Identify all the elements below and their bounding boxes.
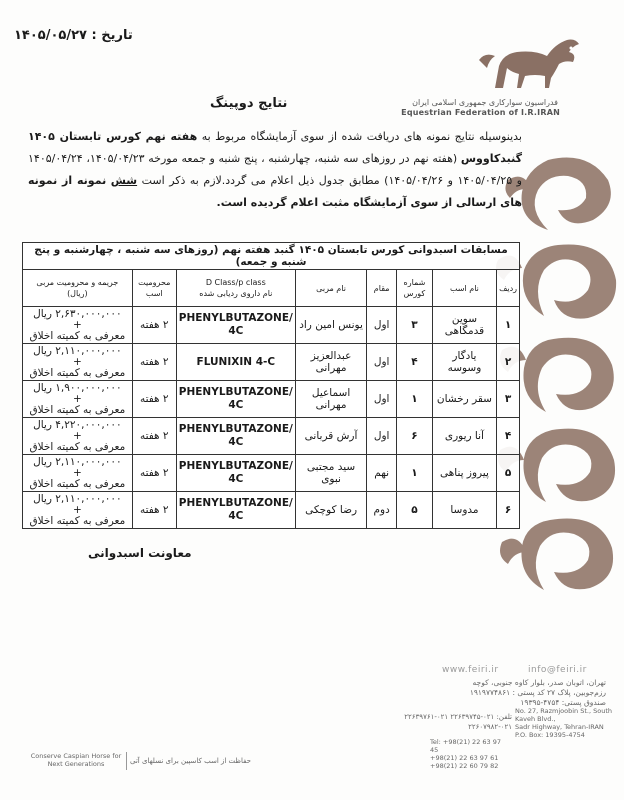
footer-address-en-line: Sadr Highway, Tehran-IRAN [515,723,604,731]
col-header-drug-name: نام داروی ردیابی شده [199,289,273,298]
table-row [23,418,520,455]
body-text-1: بدینوسیله نتایج نمونه های دریافت شده از سوی آزمایشگاه مربوط به [201,130,522,143]
footer-slogan-fa: حفاظت از اسب کاسپین برای نسلهای آتی [130,757,251,765]
footer-address-fa-line: صندوق پستی: ۴۷۵۴-۱۹۳۹۵ [520,698,606,707]
cell-trainer: یونس امین راد [295,307,366,344]
cell-row-no: ۵ [497,455,520,492]
cell-fine [23,418,133,455]
document-date: تاریخ : ۱۴۰۵/۰۵/۲۷ [14,28,133,43]
cell-fine [23,344,133,381]
cell-rank: دوم [367,492,397,529]
cell-fine-note: معرفی به کمیته اخلاق [29,329,126,342]
cell-fine [23,307,133,344]
cell-horse: مدوسا [432,492,496,529]
footer-email[interactable]: info@feiri.ir [528,665,587,675]
table-row [23,492,520,529]
signature-office: معاونت اسبدوانی [88,546,192,560]
table-row [23,307,520,344]
cell-horse: سوین قدمگاهی [432,307,496,344]
cell-horse: پیروز پناهی [432,455,496,492]
cell-fine [23,455,133,492]
cell-rank: اول [367,307,397,344]
cell-drug: PHENYLBUTAZONE/ 4C [176,307,295,344]
cell-fine-amount: ۲,۱۱۰,۰۰۰,۰۰۰ ریال [33,455,122,468]
cell-race: ۴ [397,344,433,381]
cell-trainer: رضا کوچکی [295,492,366,529]
footer-address-fa-line: رزم‌جوبین، پلاک ۲۷ کد پستی : ۱۹۱۹۷۷۴۸۶۱ [469,688,606,697]
cell-trainer: سید مجتبی نبوی [295,455,366,492]
cell-fine-plus: + [72,466,82,479]
table-row [23,344,520,381]
table-header-row [23,270,520,307]
cell-trainer: اسماعیل مهرانی [295,381,366,418]
cell-trainer: عبدالعزیز مهرانی [295,344,366,381]
cell-fine-note: معرفی به کمیته اخلاق [29,440,126,453]
cell-horse-ban: ۲ هفته [132,455,176,492]
cell-rank: اول [367,418,397,455]
cell-fine-plus: + [72,503,82,516]
footer-slogan-en: Conserve Caspian Horse for Next Generations [30,752,122,768]
cell-horse-ban: ۲ هفته [132,344,176,381]
cell-row-no: ۱ [497,307,520,344]
cell-drug: PHENYLBUTAZONE/ 4C [176,455,295,492]
body-text-bold-2: نمونه از نمونه های ارسالی از سوی آزمایشگاه مثبت اعلام گردیده است. [28,174,522,209]
cell-row-no: ۲ [497,344,520,381]
cell-drug: FLUNIXIN 4-C [176,344,295,381]
cell-rank: نهم [367,455,397,492]
body-text-bold-1: هفته نهم کورس تابستان ۱۴۰۵ گنبدکاووس [28,130,522,165]
cell-drug: PHENYLBUTAZONE/ 4C [176,381,295,418]
table-caption: مسابقات اسبدوانی کورس تابستان ۱۴۰۵ گنبد هفته نهم (روزهای سه شنبه ، چهارشنبه و پنج شنبه و جمعه) [23,243,520,270]
cell-fine-plus: + [72,392,82,405]
cell-horse-ban: ۲ هفته [132,307,176,344]
document-body [28,126,522,214]
footer-address-en [515,707,615,739]
cell-fine-amount: ۲,۶۳۰,۰۰۰,۰۰۰ ریال [33,307,122,320]
cell-fine-note: معرفی به کمیته اخلاق [29,403,126,416]
col-header-horse-ban: محرومیت اسب [132,270,176,307]
cell-trainer: آرش قربانی [295,418,366,455]
col-header-rank: مقام [367,270,397,307]
footer-phone-en-line: Tel: +98(21) 22 63 97 45 [430,738,501,754]
federation-logo [455,26,590,96]
cell-race: ۵ [397,492,433,529]
cell-row-no: ۴ [497,418,520,455]
document-title: نتایج دوپینگ [210,96,288,111]
footer-address-fa-line: تهران، اتوبان صدر، بلوار کاوه جنوبی، کوچه [472,678,606,687]
cell-fine-note: معرفی به کمیته اخلاق [29,477,126,490]
col-header-fine: جریمه و محرومیت مربی (ریال) [23,270,133,307]
cell-drug: PHENYLBUTAZONE/ 4C [176,418,295,455]
cell-fine-amount: ۲,۱۱۰,۰۰۰,۰۰۰ ریال [33,344,122,357]
footer-address-en-line: P.O. Box: 19395-4754 [515,731,585,739]
footer-phone-en [430,738,510,770]
doping-results-table [22,242,520,529]
cell-fine-plus: + [72,355,82,368]
cell-fine-note: معرفی به کمیته اخلاق [29,514,126,527]
cell-fine-amount: ۲,۱۱۰,۰۰۰,۰۰۰ ریال [33,492,122,505]
cell-fine [23,492,133,529]
cell-horse: سقر رخشان [432,381,496,418]
cell-fine-plus: + [72,318,82,331]
cell-row-no: ۶ [497,492,520,529]
footer-phone-en-line: +98(21) 22 63 97 61 [430,754,499,762]
cell-race: ۱ [397,455,433,492]
org-name-en: Equestrian Federation of I.R.IRAN [401,108,560,117]
footer-phone-fa: تلفن: ۰۲۱-۲۲۶۳۹۷۴۵ ۰۲۱-۲۲۶۳۹۷۶۱ ۰۲۱-۲۲۶۰۷۹۸۲ [404,713,512,731]
body-text-2: (هفته نهم در روزهای سه شنبه، چهارشنبه ، پنج شنبه و جمعه مورخه ۱۴۰۵/۰۴/۲۳، ۱۴۰۵/۰۴/۲۴ و ۱۴۰۵/۰۴/۲۵ و ۱۴۰۵/۰۴/۲۶) مطابق جدول ذیل اعلام می گردد.لازم به ذکر است [28,152,522,187]
cell-race: ۳ [397,307,433,344]
col-header-trainer: نام مربی [295,270,366,307]
cell-horse-ban: ۲ هفته [132,418,176,455]
cell-row-no: ۳ [497,381,520,418]
cell-fine-note: معرفی به کمیته اخلاق [29,366,126,379]
cell-race: ۱ [397,381,433,418]
cell-drug: PHENYLBUTAZONE/ 4C [176,492,295,529]
org-name-fa: فدراسیون سوارکاری جمهوری اسلامی ایران [412,98,558,107]
cell-horse: آنا ریوری [432,418,496,455]
table-row [23,455,520,492]
body-text-underlined: شش [110,174,138,187]
cell-fine [23,381,133,418]
col-header-drug [176,270,295,307]
footer-slogan-divider [126,752,127,770]
cell-race: ۶ [397,418,433,455]
cell-rank: اول [367,344,397,381]
footer-address-fa [416,678,606,708]
cell-fine-amount: ۴,۲۲۰,۰۰۰,۰۰۰ ریال [33,418,122,431]
col-header-race: شماره کورس [397,270,433,307]
col-header-horse: نام اسب [432,270,496,307]
cell-fine-amount: ۱,۹۰۰,۰۰۰,۰۰۰ ریال [33,381,122,394]
cell-rank: اول [367,381,397,418]
cell-horse: یادگار وسوسه [432,344,496,381]
col-header-row-no: ردیف [497,270,520,307]
footer-phone-en-line: +98(21) 22 60 79 82 [430,762,499,770]
cell-horse-ban: ۲ هفته [132,492,176,529]
cell-fine-plus: + [72,429,82,442]
cell-horse-ban: ۲ هفته [132,381,176,418]
table-row [23,381,520,418]
footer-address-en-line: No. 27, Razmjoobin St., South Kaveh Blvd., [515,707,613,723]
footer-website[interactable]: www.feiri.ir [442,665,499,675]
col-header-drug-class: D Class/p class [205,278,266,287]
